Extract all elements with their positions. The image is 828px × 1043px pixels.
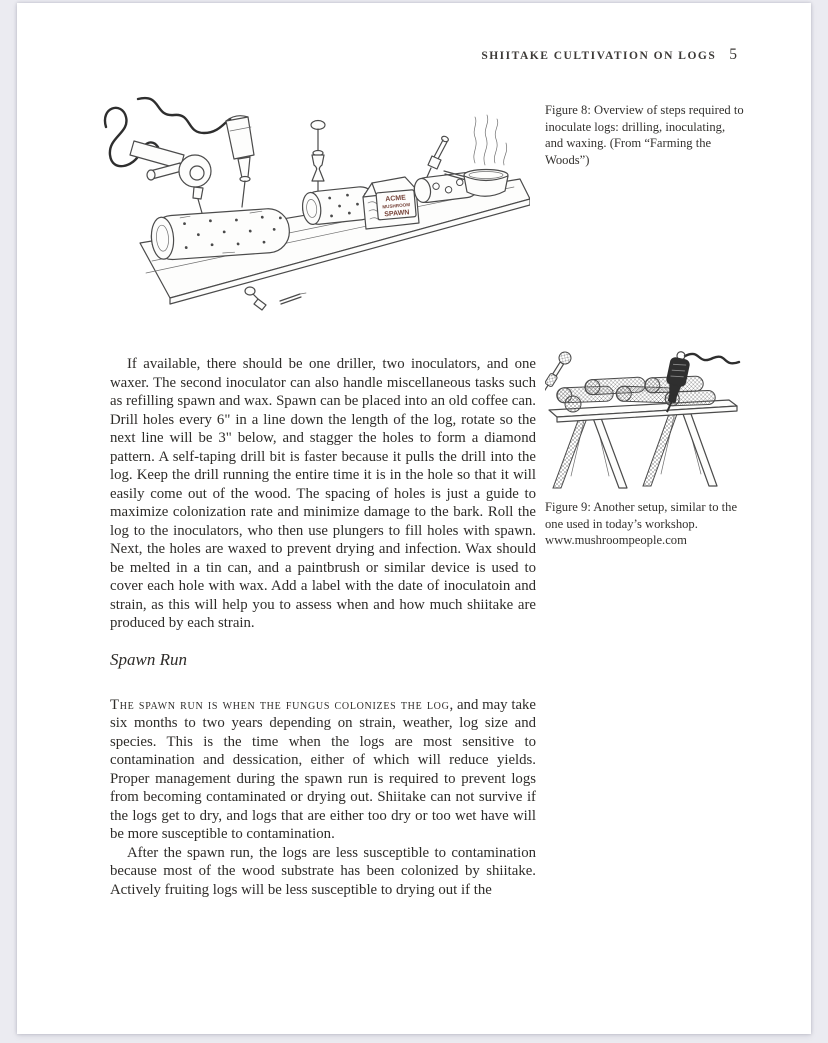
sawhorse-right — [643, 412, 717, 486]
figure9-illustration — [545, 348, 743, 496]
body-text-column — [110, 355, 536, 899]
spawn-plunger-icon — [311, 121, 325, 197]
drill-bit-icon — [280, 293, 306, 304]
page-number: 5 — [729, 46, 737, 63]
running-title: SHIITAKE CULTIVATION ON LOGS — [481, 50, 717, 62]
spawn-bag-label-line1: ACME — [385, 194, 407, 204]
paragraph-spawn-run — [110, 696, 536, 844]
figure9-caption-text: Figure 9: Another setup, similar to the one used in today’s workshop. — [545, 500, 738, 531]
small-caps-lead: The spawn run is when the fungus colonizes the log — [110, 696, 450, 713]
figure9-caption-url: www.mushroompeople.com — [545, 533, 687, 548]
paragraph-spawn-run-rest: , and may take six months to two years depending on strain, weather, log size and species. This is the time when the logs are most sensitive to contamination and dessication, either of which will reduce yields. Proper management during the spawn run is required to prevent logs from becoming contaminated or drying out. Shiitake can not survive if the logs get to dry, and logs that are either too dry or too wet have will be more susceptible to contamination. — [110, 696, 536, 842]
angle-drill-icon — [130, 141, 211, 213]
spawn-bag — [363, 177, 419, 229]
vertical-drill-icon — [226, 116, 254, 207]
book-page — [17, 3, 811, 1034]
paragraph-inoculation: If available, there should be one driller, two inoculators, and one waxer. The second inoculator can also handle miscellaneous tasks such as refilling spawn and wax. Spawn can be placed into an old coffee can. Drill holes every 6" in a line down the length of the log, rotate so the next line will be 3" below, and stagger the holes to form a diamond pattern. A self-taping drill bit is faster because it pulls the drill into the log. Keep the drill running the entire time it is in the hole so that it will easily come out of the wood. The spacing of holes is just a guide to maximize colonization rate and minimize damage to the bark. Roll the log to the inoculators, who then use plungers to fill holes with spawn. Next, the holes are waxed to prevent drying and infection. Wax should be melted in a tin can, and a paintbrush or similar device is used to cover each hole with wax. Add a label with the date of inoculatoin and strain, as this will help you to assess when and how much shiitake are produced by each strain. — [110, 356, 536, 631]
log-drilled — [150, 207, 291, 261]
figure8-caption: Figure 8: Overview of steps required to inoculate logs: drilling, inoculating, and waxing. (From “Farming the Woods”) — [545, 103, 744, 167]
wax-brush-icon — [427, 135, 449, 177]
spare-dauber-icon — [245, 287, 266, 310]
figure9-caption — [545, 499, 744, 549]
section-heading: Spawn Run — [110, 649, 187, 669]
running-head — [481, 46, 737, 64]
sawhorse-left — [553, 416, 627, 488]
paragraph-after-spawn-run: After the spawn run, the logs are less susceptible to contamination because most of the wood substrate has been colonized by shiitake. Actively fruiting logs will be less susceptible to drying out if the — [110, 844, 536, 898]
figure8-illustration — [100, 93, 530, 311]
drill2-cord — [138, 98, 230, 133]
spawn-bag-label-line2: MUSHROOM — [382, 202, 411, 210]
drill-cord — [685, 354, 739, 363]
spawn-bag-label-line3: SPAWN — [384, 209, 410, 219]
